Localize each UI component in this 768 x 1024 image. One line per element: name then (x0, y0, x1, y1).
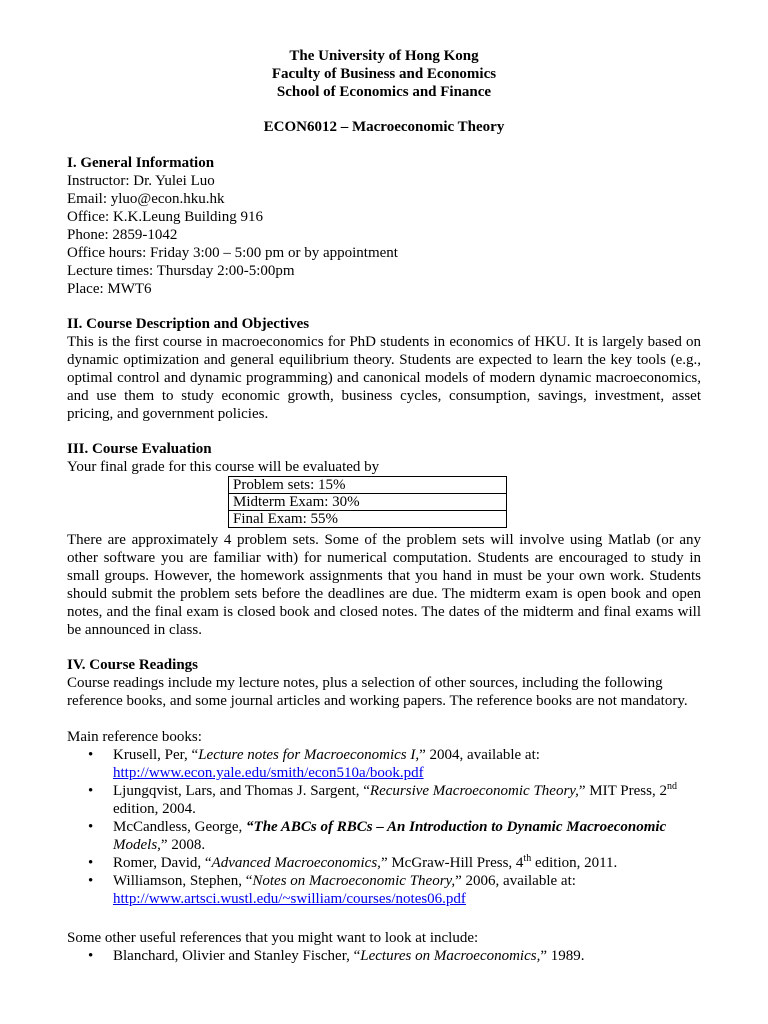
course-description-section (67, 315, 701, 423)
bullet-icon: • (88, 948, 94, 964)
document-header (0, 47, 768, 101)
lecture-times-line: Lecture times: Thursday 2:00-5:00pm (67, 263, 295, 279)
course-title-block (0, 118, 768, 136)
krusell-notes-link[interactable]: http://www.econ.yale.edu/smith/econ510a/book.pdf (113, 765, 424, 781)
grade-cell-final: Final Exam: 55% (229, 511, 507, 528)
grade-weight-table (228, 476, 507, 528)
description-line: dynamic optimization and general equilibrium theory. Students are expected to learn the key tools (e.g., (67, 352, 701, 368)
book-title-cont: Models, (113, 837, 161, 853)
bullet-icon: • (88, 819, 94, 835)
book-title: Recursive Macroeconomic Theory, (369, 783, 579, 799)
table-row (229, 477, 507, 494)
bullet-icon: • (88, 855, 94, 871)
main-reference-list (88, 746, 708, 908)
list-item: • Blanchard, Olivier and Stanley Fischer, “Lectures on Macroeconomics,” 1989. (88, 948, 585, 964)
general-information-section (67, 154, 701, 298)
book-title: Advanced Macroeconomics, (211, 855, 381, 871)
description-line: and use them to study economic growth, business cycles, consumption, savings, investment, asset (67, 388, 701, 404)
phone-line: Phone: 2859-1042 (67, 227, 178, 243)
readings-line: reference books, and some journal articles and working papers. The reference books are not mandatory. (67, 693, 688, 709)
school-name: School of Economics and Finance (276, 84, 492, 100)
evaluation-line: should submit the problem sets before the deadlines are due. The midterm exam is open book and open (67, 586, 701, 602)
general-information-heading: I. General Information (67, 155, 215, 171)
williamson-notes-link[interactable]: http://www.artsci.wustl.edu/~swilliam/courses/notes06.pdf (113, 891, 466, 907)
readings-line: Course readings include my lecture notes, plus a selection of other sources, including the following (67, 675, 663, 691)
list-item: • McCandless, George, “The ABCs of RBCs – An Introduction to Dynamic Macroeconomic Models,” 2008. (88, 819, 667, 853)
book-title: “The ABCs of RBCs – An Introduction to Dynamic Macroeconomic (246, 819, 667, 835)
evaluation-line: other software you are familiar with) for numerical computation. Students are encouraged to study in (67, 550, 701, 566)
course-evaluation-section (67, 440, 701, 476)
place-line: Place: MWT6 (67, 281, 152, 297)
evaluation-intro: Your final grade for this course will be evaluated by (67, 459, 380, 475)
evaluation-details (67, 531, 701, 639)
main-reference-label: Main reference books: (67, 729, 202, 745)
table-row (229, 511, 507, 528)
description-line: This is the first course in macroeconomics for PhD students in economics of HKU. It is largely based on (67, 334, 701, 350)
list-item: • Krusell, Per, “Lecture notes for Macroeconomics I,” 2004, available at: http://www.econ.yale.edu/smith/econ510a/book.pdf (88, 747, 540, 781)
faculty-name: Faculty of Business and Economics (271, 66, 497, 82)
email-line: Email: yluo@econ.hku.hk (67, 191, 225, 207)
other-reference-label: Some other useful references that you might want to look at include: (67, 930, 479, 946)
evaluation-line: notes, and the final exam is closed book and closed notes. The dates of the midterm and final exams will (67, 604, 701, 620)
course-evaluation-heading: III. Course Evaluation (67, 441, 212, 457)
main-reference-label-block (67, 728, 701, 746)
evaluation-line: There are approximately 4 problem sets. Some of the problem sets will involve using Matlab (or any (67, 532, 701, 548)
course-title: ECON6012 – Macroeconomic Theory (263, 119, 505, 135)
bullet-icon: • (88, 783, 94, 799)
book-title: Lecture notes for Macroeconomics I, (198, 747, 420, 763)
list-item: • Williamson, Stephen, “Notes on Macroeconomic Theory,” 2006, available at: http://www.artsci.wustl.edu/~swilliam/courses/notes06.pdf (88, 873, 576, 907)
description-line: pricing, and government policies. (67, 406, 269, 422)
book-title: Notes on Macroeconomic Theory, (252, 873, 456, 889)
grade-cell-problem-sets: Problem sets: 15% (229, 477, 507, 494)
evaluation-line: small groups. However, the homework assignments that you hand in must be your own work. Students (67, 568, 701, 584)
bullet-icon: • (88, 747, 94, 763)
book-title: Lectures on Macroeconomics, (360, 948, 541, 964)
grade-cell-midterm: Midterm Exam: 30% (229, 494, 507, 511)
list-item: • Ljungqvist, Lars, and Thomas J. Sargent, “Recursive Macroeconomic Theory,” MIT Press, 2nd edition, 2004. (88, 781, 677, 817)
evaluation-line: be announced in class. (67, 622, 202, 638)
other-reference-label-block (67, 929, 701, 947)
office-hours-line: Office hours: Friday 3:00 – 5:00 pm or by appointment (67, 245, 398, 261)
university-name: The University of Hong Kong (289, 48, 479, 64)
other-reference-list (88, 947, 708, 965)
course-description-heading: II. Course Description and Objectives (67, 316, 310, 332)
description-line: optimal control and dynamic programming) and canonical models of modern dynamic macroeconomics, (67, 370, 701, 386)
bullet-icon: • (88, 873, 94, 889)
office-line: Office: K.K.Leung Building 916 (67, 209, 263, 225)
list-item: • Romer, David, “Advanced Macroeconomics,” McGraw-Hill Press, 4th edition, 2011. (88, 853, 618, 871)
table-row (229, 494, 507, 511)
course-readings-section (67, 656, 701, 710)
instructor-line: Instructor: Dr. Yulei Luo (67, 173, 215, 189)
course-readings-heading: IV. Course Readings (67, 657, 198, 673)
